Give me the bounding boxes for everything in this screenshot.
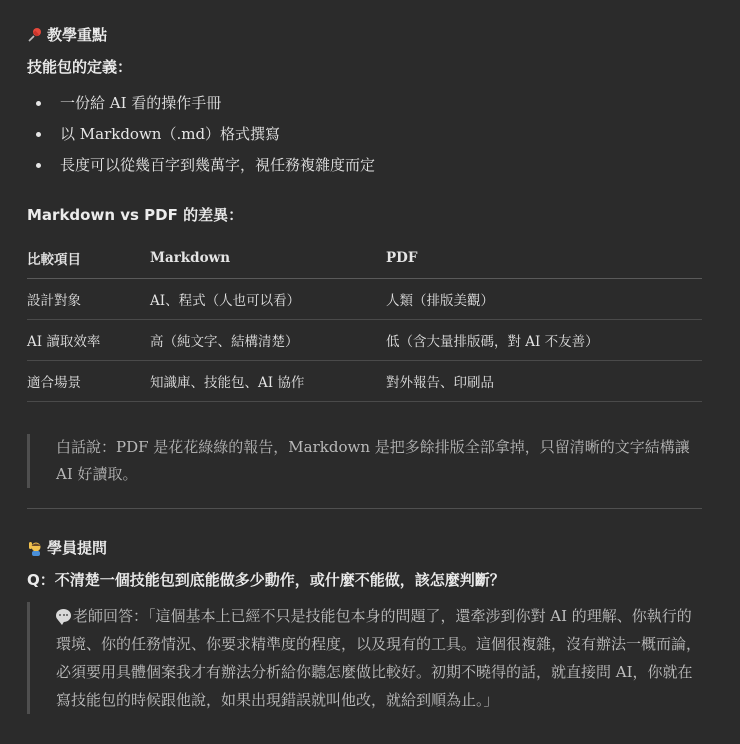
speech-bubble-icon xyxy=(56,609,71,622)
table-cell: AI、程式（人也可以看） xyxy=(150,279,386,320)
quote-text: 白話說：PDF 是花花綠綠的報告，Markdown 是把多餘排版全部拿掉，只留清晰的文字結構讓 AI 好讀取。 xyxy=(56,438,690,483)
student-raising-hand-icon xyxy=(27,540,43,556)
table-header: PDF xyxy=(386,238,702,279)
list-item-text: 一份給 AI 看的操作手冊 xyxy=(60,94,222,112)
table-header-row xyxy=(27,238,702,279)
list-item xyxy=(27,92,375,123)
list-item xyxy=(27,154,375,185)
table-cell: 低（含大量排版碼，對 AI 不友善） xyxy=(386,320,702,361)
table-row xyxy=(27,320,702,361)
list-item xyxy=(27,123,375,154)
definition-list xyxy=(27,92,375,185)
list-item-text: 長度可以從幾百字到幾萬字，視任務複雜度而定 xyxy=(60,156,376,174)
teaching-points-title: 教學重點 xyxy=(47,26,108,44)
compare-heading: Markdown vs PDF 的差異： xyxy=(27,206,244,224)
table-cell: 設計對象 xyxy=(27,279,150,320)
answer-text: 老師回答：「這個基本上已經不只是技能包本身的問題了，還牽涉到你對 AI 的理解、你執行的環境、你的任務情況、你要求精準度的程度，以及現有的工具。這個很複雜，沒有辦法一概而論，必須要用具體個案我才有辦法分析給你聽怎麼做比較好。初期不曉得的話，就直接問 AI，你就在寫技能包的時候跟他說，如果出現錯誤就叫他改，就給到順為止。」 xyxy=(56,607,702,709)
pushpin-icon xyxy=(27,27,43,43)
table-row xyxy=(27,279,702,320)
bullet-dot xyxy=(36,163,41,168)
definition-heading: 技能包的定義： xyxy=(27,58,133,76)
table-cell: 人類（排版美觀） xyxy=(386,279,702,320)
table-cell: 知識庫、技能包、AI 協作 xyxy=(150,361,386,402)
divider xyxy=(27,508,702,509)
student-questions-title: 學員提問 xyxy=(47,539,108,557)
list-item-text: 以 Markdown（.md）格式撰寫 xyxy=(60,125,281,143)
table-row xyxy=(27,361,702,402)
bullet-dot xyxy=(36,101,41,106)
table-cell: AI 讀取效率 xyxy=(27,320,150,361)
table-cell: 適合場景 xyxy=(27,361,150,402)
comparison-table xyxy=(27,238,702,402)
table-cell: 對外報告、印刷品 xyxy=(386,361,702,402)
student-questions-heading xyxy=(27,537,107,558)
table-header: Markdown xyxy=(150,238,386,279)
table-cell: 高（純文字、結構清楚） xyxy=(150,320,386,361)
question-text: Q：不清楚一個技能包到底能做多少動作，或什麼不能做，該怎麼判斷？ xyxy=(27,571,505,589)
plain-language-quote xyxy=(27,434,702,488)
teacher-answer-quote xyxy=(27,602,702,714)
table-header: 比較項目 xyxy=(27,238,150,279)
teaching-points-heading xyxy=(27,24,107,45)
bullet-dot xyxy=(36,132,41,137)
